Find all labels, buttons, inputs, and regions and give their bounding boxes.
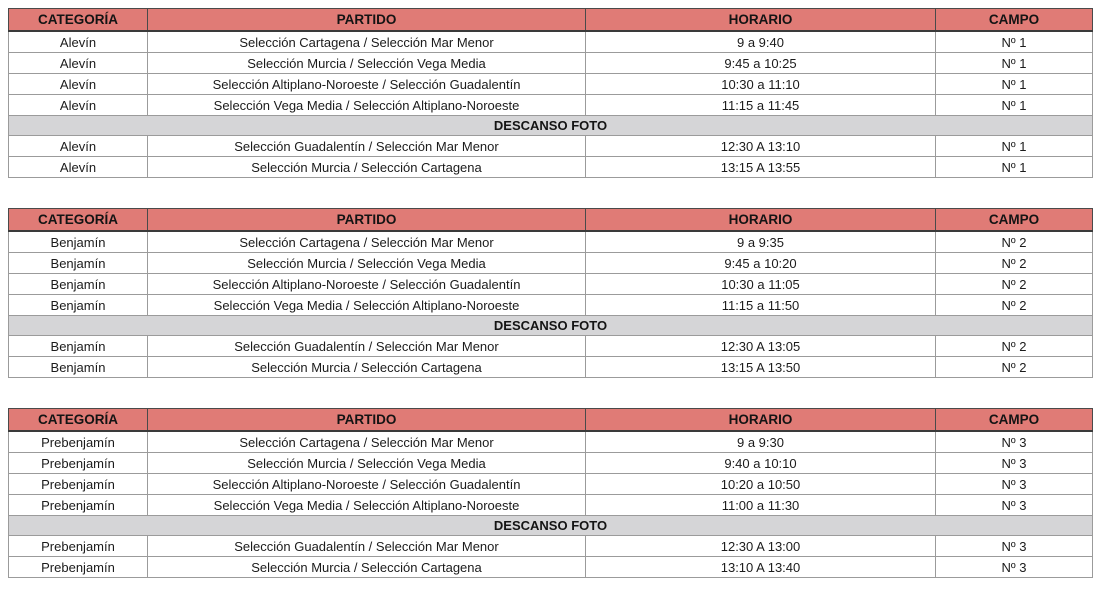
table-row [9,253,1093,274]
break-row [9,316,1093,336]
cell-categoria: Prebenjamín [9,474,148,495]
break-row [9,116,1093,136]
cell-campo: Nº 2 [936,357,1093,378]
cell-partido: Selección Murcia / Selección Vega Media [148,453,586,474]
table-row [9,336,1093,357]
column-header-categoria: CATEGORÍA [9,9,148,32]
cell-categoria: Alevín [9,157,148,178]
cell-categoria: Prebenjamín [9,536,148,557]
table-row [9,453,1093,474]
cell-campo: Nº 3 [936,536,1093,557]
cell-campo: Nº 3 [936,453,1093,474]
cell-campo: Nº 2 [936,295,1093,316]
cell-categoria: Benjamín [9,231,148,253]
cell-campo: Nº 1 [936,31,1093,53]
cell-partido: Selección Cartagena / Selección Mar Menor [148,31,586,53]
cell-horario: 13:15 A 13:55 [586,157,936,178]
column-header-campo: CAMPO [936,209,1093,232]
table-row [9,157,1093,178]
column-header-partido: PARTIDO [148,9,586,32]
cell-partido: Selección Murcia / Selección Cartagena [148,357,586,378]
cell-partido: Selección Murcia / Selección Cartagena [148,157,586,178]
cell-horario: 9 a 9:30 [586,431,936,453]
schedule-table-alevin [8,8,1093,178]
break-label: DESCANSO FOTO [9,316,1093,336]
cell-partido: Selección Cartagena / Selección Mar Menor [148,431,586,453]
table-row [9,74,1093,95]
cell-horario: 13:15 A 13:50 [586,357,936,378]
cell-campo: Nº 3 [936,495,1093,516]
break-label: DESCANSO FOTO [9,116,1093,136]
header-row [9,209,1093,232]
cell-campo: Nº 3 [936,557,1093,578]
cell-partido: Selección Vega Media / Selección Altiplano-Noroeste [148,95,586,116]
cell-campo: Nº 2 [936,274,1093,295]
schedule-table-benjamin [8,208,1093,378]
cell-categoria: Alevín [9,53,148,74]
cell-partido: Selección Cartagena / Selección Mar Menor [148,231,586,253]
table-row [9,557,1093,578]
cell-categoria: Benjamín [9,295,148,316]
table-row [9,231,1093,253]
cell-horario: 9:40 a 10:10 [586,453,936,474]
cell-campo: Nº 3 [936,431,1093,453]
cell-horario: 11:00 a 11:30 [586,495,936,516]
column-header-horario: HORARIO [586,9,936,32]
table-row [9,357,1093,378]
column-header-partido: PARTIDO [148,209,586,232]
table-row [9,495,1093,516]
cell-categoria: Benjamín [9,336,148,357]
cell-campo: Nº 2 [936,336,1093,357]
cell-partido: Selección Vega Media / Selección Altiplano-Noroeste [148,295,586,316]
cell-categoria: Prebenjamín [9,453,148,474]
cell-horario: 12:30 A 13:05 [586,336,936,357]
table-row [9,95,1093,116]
column-header-partido: PARTIDO [148,409,586,432]
column-header-campo: CAMPO [936,409,1093,432]
table-row [9,474,1093,495]
cell-partido: Selección Altiplano-Noroeste / Selección Guadalentín [148,74,586,95]
cell-campo: Nº 1 [936,74,1093,95]
cell-horario: 10:30 a 11:05 [586,274,936,295]
cell-horario: 11:15 a 11:45 [586,95,936,116]
cell-categoria: Alevín [9,95,148,116]
cell-campo: Nº 2 [936,231,1093,253]
table-row [9,274,1093,295]
break-row [9,516,1093,536]
cell-horario: 9 a 9:35 [586,231,936,253]
cell-partido: Selección Altiplano-Noroeste / Selección Guadalentín [148,274,586,295]
cell-horario: 12:30 A 13:00 [586,536,936,557]
cell-partido: Selección Vega Media / Selección Altiplano-Noroeste [148,495,586,516]
cell-horario: 9:45 a 10:20 [586,253,936,274]
cell-categoria: Prebenjamín [9,557,148,578]
cell-categoria: Prebenjamín [9,495,148,516]
cell-categoria: Alevín [9,31,148,53]
cell-horario: 9:45 a 10:25 [586,53,936,74]
column-header-categoria: CATEGORÍA [9,409,148,432]
table-row [9,53,1093,74]
cell-partido: Selección Murcia / Selección Vega Media [148,253,586,274]
cell-horario: 12:30 A 13:10 [586,136,936,157]
table-row [9,536,1093,557]
header-row [9,9,1093,32]
cell-campo: Nº 2 [936,253,1093,274]
table-row [9,431,1093,453]
header-row [9,409,1093,432]
cell-partido: Selección Guadalentín / Selección Mar Menor [148,336,586,357]
cell-categoria: Benjamín [9,274,148,295]
cell-categoria: Benjamín [9,357,148,378]
cell-campo: Nº 3 [936,474,1093,495]
table-row [9,295,1093,316]
cell-partido: Selección Guadalentín / Selección Mar Menor [148,136,586,157]
cell-horario: 9 a 9:40 [586,31,936,53]
column-header-categoria: CATEGORÍA [9,209,148,232]
table-row [9,136,1093,157]
cell-categoria: Prebenjamín [9,431,148,453]
column-header-horario: HORARIO [586,209,936,232]
cell-categoria: Alevín [9,74,148,95]
cell-categoria: Benjamín [9,253,148,274]
schedule-table-prebenjamin [8,408,1093,578]
column-header-campo: CAMPO [936,9,1093,32]
cell-partido: Selección Guadalentín / Selección Mar Menor [148,536,586,557]
cell-horario: 10:30 a 11:10 [586,74,936,95]
cell-campo: Nº 1 [936,136,1093,157]
cell-campo: Nº 1 [936,53,1093,74]
cell-horario: 10:20 a 10:50 [586,474,936,495]
table-row [9,31,1093,53]
cell-categoria: Alevín [9,136,148,157]
cell-partido: Selección Altiplano-Noroeste / Selección Guadalentín [148,474,586,495]
column-header-horario: HORARIO [586,409,936,432]
cell-partido: Selección Murcia / Selección Cartagena [148,557,586,578]
cell-campo: Nº 1 [936,95,1093,116]
cell-horario: 13:10 A 13:40 [586,557,936,578]
break-label: DESCANSO FOTO [9,516,1093,536]
cell-campo: Nº 1 [936,157,1093,178]
cell-horario: 11:15 a 11:50 [586,295,936,316]
cell-partido: Selección Murcia / Selección Vega Media [148,53,586,74]
